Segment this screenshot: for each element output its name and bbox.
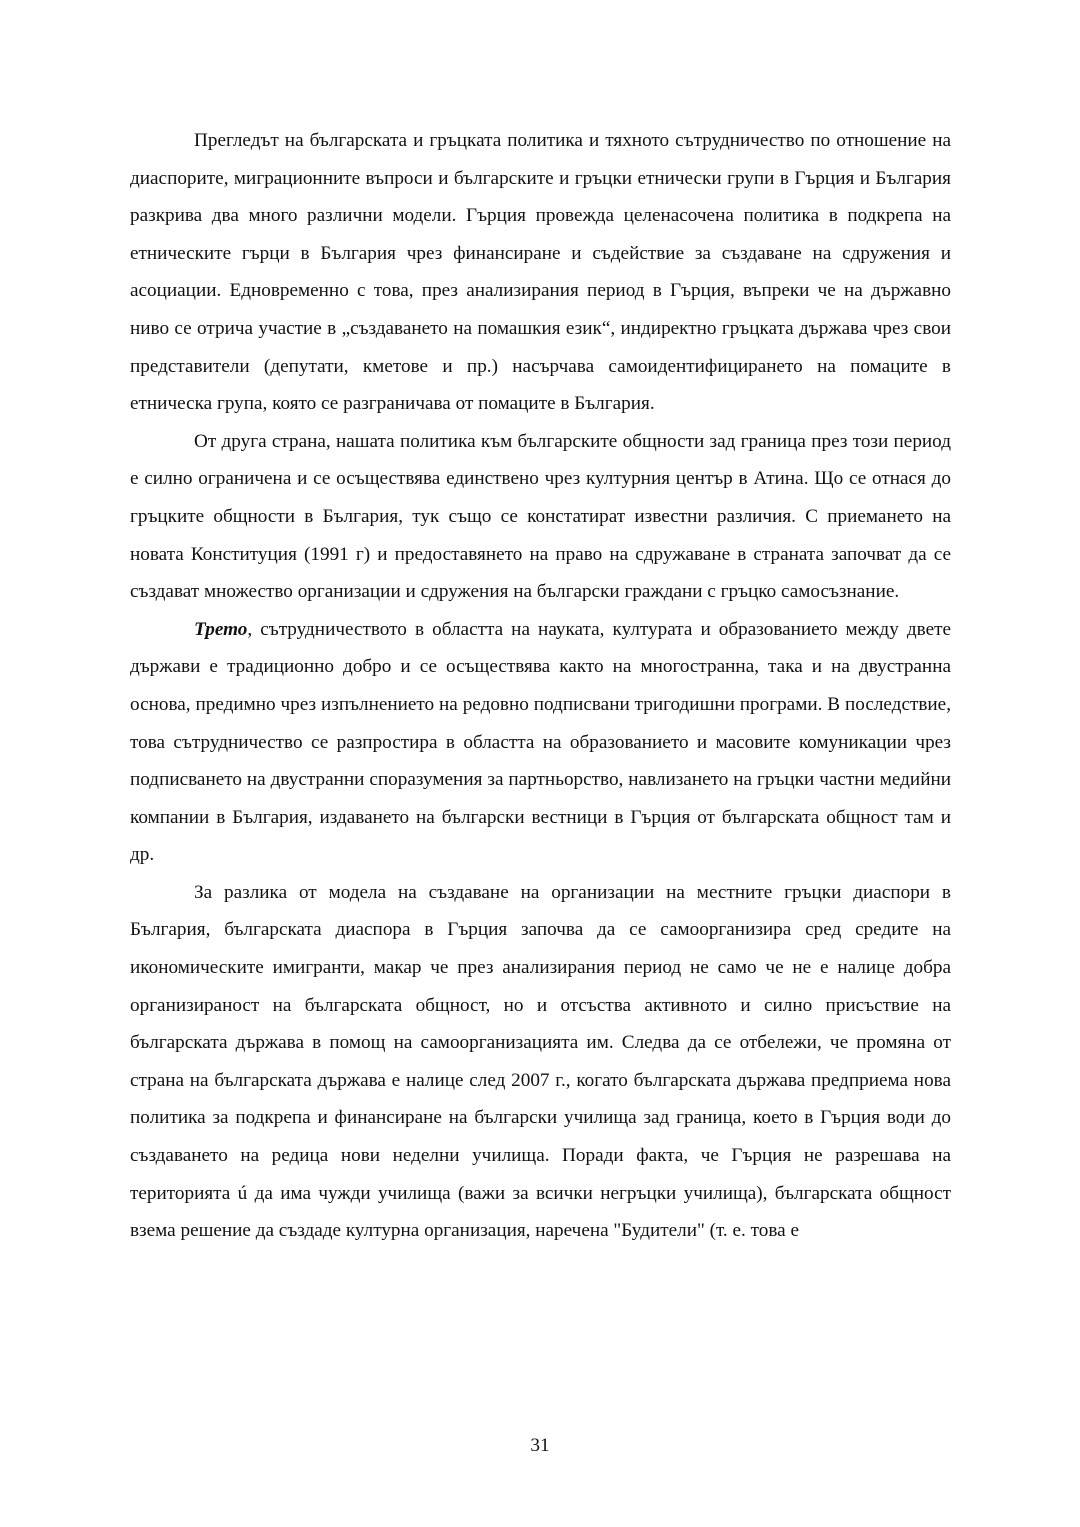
- paragraph-3: [130, 611, 951, 874]
- paragraph-2-text: От друга страна, нашата политика към българските общности зад граница през този период е силно ограничена и се осъществява единствено чрез културния център в Атина. Що се отнася до гръцките общности в България, тук също се констатират известни различия. С приемането на новата Конституция (1991 г) и предоставянето на право на сдружаване в страната започват да се създават множество организации и сдружения на български граждани с гръцко самосъзнание.: [130, 430, 951, 603]
- paragraph-3-text: , сътрудничеството в областта на науката, културата и образованието между двете държави е традиционно добро и се осъществява както на многостранна, така и на двустранна основа, предимно чрез изпълнението на редовно подписвани тригодишни програми. В последствие, това сътрудничество се разпростира в областта на образованието и масовите комуникации чрез подписването на двустранни споразумения за партньорство, навлизането на гръцки частни медийни компании в България, издаването на български вестници в Гърция от българската общност там и др.: [130, 618, 951, 866]
- paragraph-3-lead-word: Трето: [194, 618, 248, 640]
- paragraph-4: [130, 874, 951, 1250]
- page-number: 31: [530, 1435, 550, 1456]
- paragraph-2: [130, 423, 951, 611]
- paragraph-4-text: За разлика от модела на създаване на организации на местните гръцки диаспори в България, българската диаспора в Гърция започва да се самоорганизира сред средите на икономическите имигранти, макар че през анализирания период не само че не е налице добра организираност на българската общност, но и отсъства активното и силно присъствие на българската държава в помощ на самоорганизацията им. Следва да се отбележи, че промяна от страна на българската държава е налице след 2007 г., когато българската държава предприема нова политика за подкрепа и финансиране на български училища зад граница, което в Гърция води до създаването на редица нови неделни училища. Поради факта, че Гърция не разрешава на територията ú да има чужди училища (важи за всички негръцки училища), българската общност взема решение да създаде културна организация, наречена "Будители" (т. е. това е: [130, 881, 951, 1242]
- paragraph-1: [130, 122, 951, 423]
- paragraph-1-text: Прегледът на българската и гръцката политика и тяхното сътрудничество по отношение на диаспорите, миграционните въпроси и българските и гръцки етнически групи в Гърция и България разкрива два много различни модели. Гърция провежда целенасочена политика в подкрепа на етническите гърци в България чрез финансиране и съдействие за създаване на сдружения и асоциации. Едновременно с това, през анализирания период в Гърция, въпреки че на държавно ниво се отрича участие в „създаването на помашкия език“, индиректно гръцката държава чрез свои представители (депутати, кметове и пр.) насърчава самоидентифицирането на помаците в етническа група, която се разграничава от помаците в България.: [130, 130, 951, 415]
- body-text: [130, 122, 951, 1250]
